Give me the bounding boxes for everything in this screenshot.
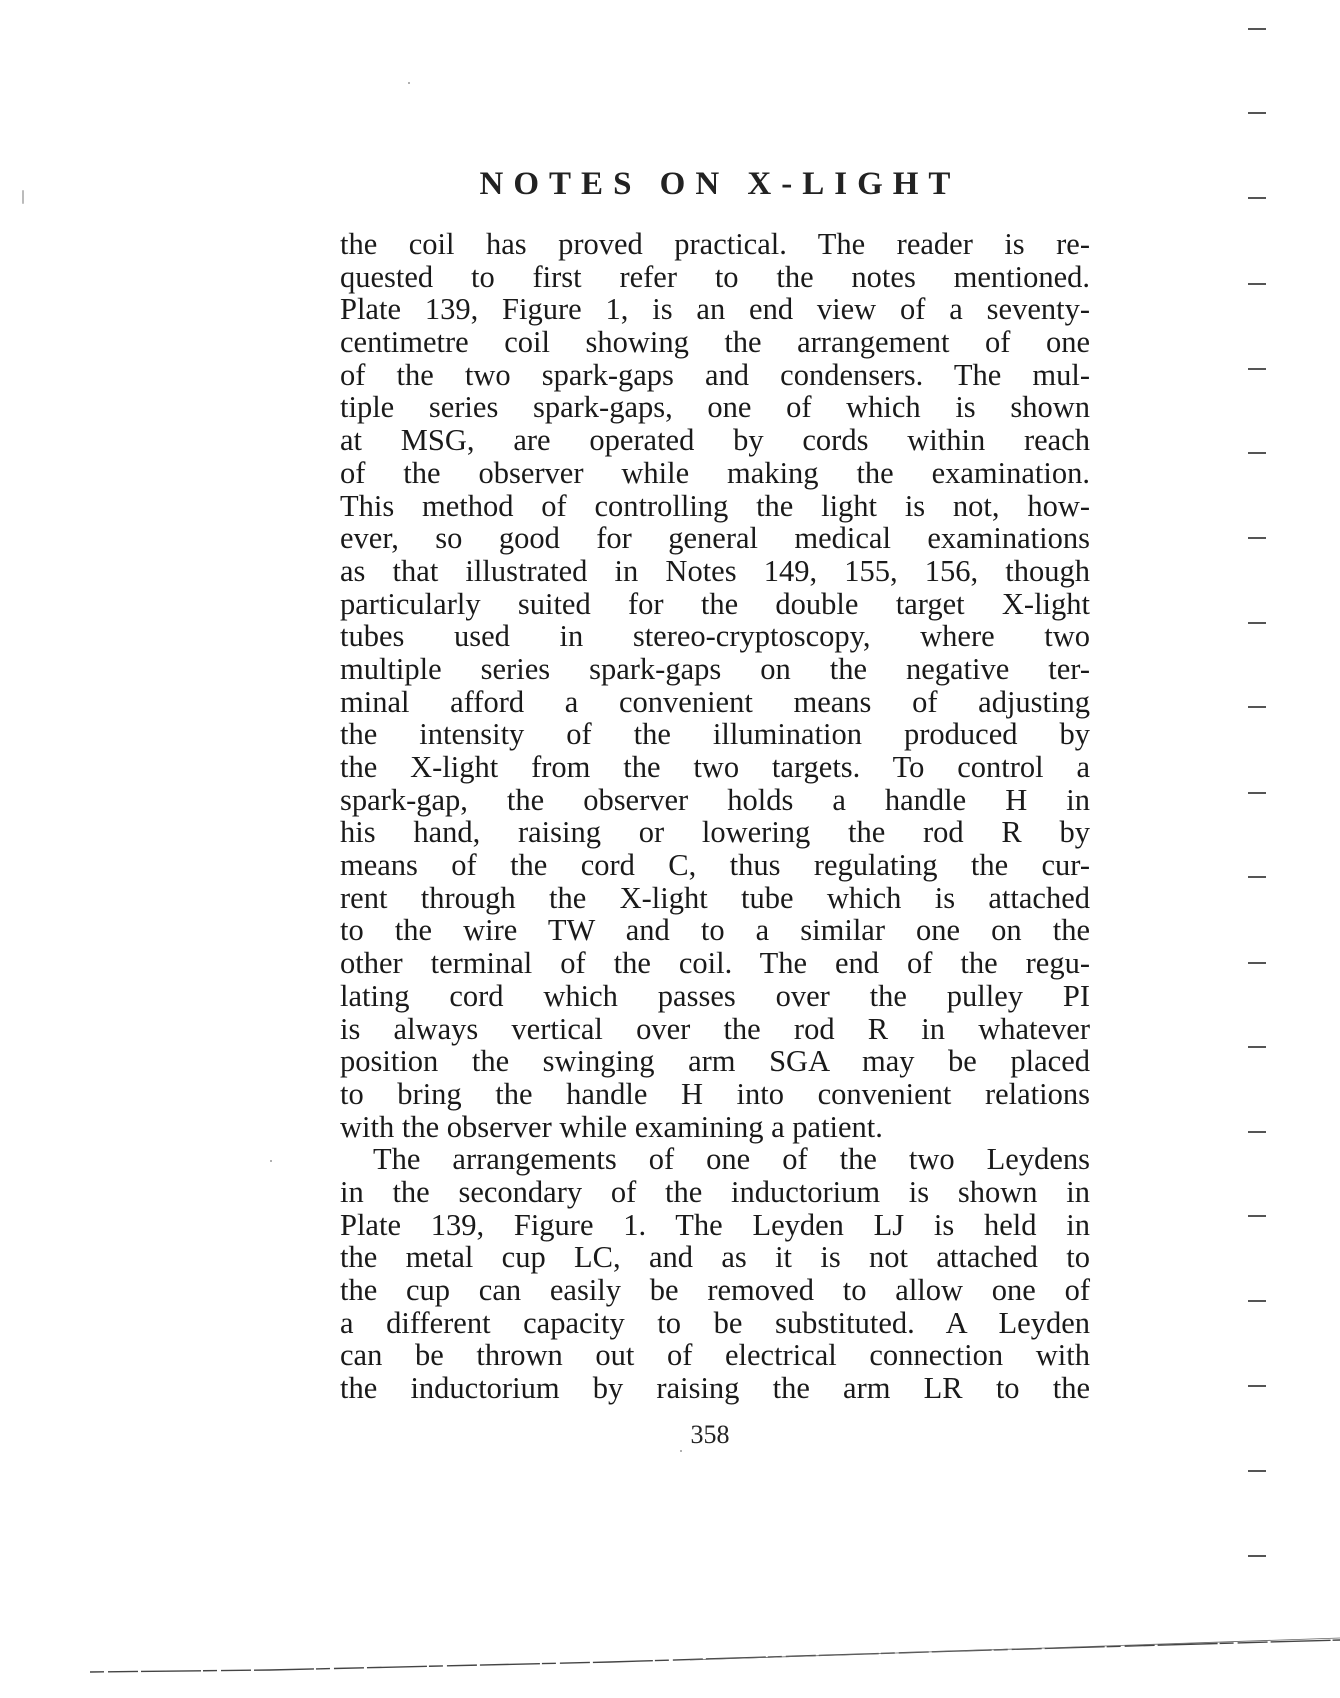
tick-mark bbox=[1248, 283, 1266, 285]
tick-mark bbox=[1248, 197, 1266, 199]
tick-mark bbox=[1248, 1555, 1266, 1557]
text-line: position the swinging arm SGA may be placed bbox=[340, 1044, 1090, 1079]
bottom-scan-edge bbox=[90, 1630, 1340, 1690]
text-line: the metal cup LC, and as it is not attached to bbox=[340, 1240, 1090, 1275]
tick-mark bbox=[1248, 537, 1266, 539]
text-line: the cup can easily be removed to allow one of bbox=[340, 1273, 1090, 1307]
text-line: at MSG, are operated by cords within reach bbox=[340, 423, 1090, 458]
text-line: means of the cord C, thus regulating the cur- bbox=[340, 848, 1090, 883]
tick-mark bbox=[1248, 1385, 1266, 1387]
text-line: of the two spark-gaps and condensers. The mul- bbox=[340, 357, 1090, 392]
tick-mark bbox=[1248, 368, 1266, 370]
scan-speck bbox=[270, 1160, 272, 1162]
text-line: rent through the X-light tube which is attached bbox=[340, 880, 1090, 915]
text-line: spark-gap, the observer holds a handle H in bbox=[340, 782, 1090, 817]
text-line: the inductorium by raising the arm LR to the bbox=[340, 1371, 1090, 1406]
text-line: particularly suited for the double target X-light bbox=[340, 586, 1090, 621]
text-line: is always vertical over the rod R in whatever bbox=[340, 1011, 1090, 1046]
margin-tick-marks bbox=[1240, 0, 1280, 1698]
text-line: the coil has proved practical. The reader is re- bbox=[340, 227, 1090, 261]
tick-mark bbox=[1248, 112, 1266, 114]
tick-mark bbox=[1248, 1470, 1266, 1472]
tick-mark bbox=[1248, 1046, 1266, 1048]
text-line: a different capacity to be substituted. A Leyden bbox=[340, 1305, 1090, 1340]
text-line: minal afford a convenient means of adjusting bbox=[340, 684, 1090, 719]
text-line: Plate 139, Figure 1. The Leyden LJ is held in bbox=[340, 1207, 1090, 1242]
text-line: of the observer while making the examination. bbox=[340, 455, 1090, 490]
text-line: This method of controlling the light is not, how- bbox=[340, 488, 1090, 523]
text-line: other terminal of the coil. The end of the regu- bbox=[340, 946, 1090, 981]
scan-speck bbox=[680, 1450, 682, 1452]
text-line: lating cord which passes over the pulley PI bbox=[340, 978, 1090, 1013]
tick-mark bbox=[1248, 876, 1266, 878]
text-line: tiple series spark-gaps, one of which is shown bbox=[340, 390, 1090, 425]
scan-speck bbox=[22, 190, 24, 204]
tick-mark bbox=[1248, 1300, 1266, 1302]
paragraph-first-line: The arrangements of one of the two Leydens bbox=[373, 1142, 1090, 1177]
text-line: Plate 139, Figure 1, is an end view of a seventy- bbox=[340, 292, 1090, 327]
text-line: centimetre coil showing the arrangement of one bbox=[340, 325, 1090, 360]
tick-mark bbox=[1248, 706, 1266, 708]
text-line: as that illustrated in Notes 149, 155, 156, though bbox=[340, 553, 1090, 588]
text-line: can be thrown out of electrical connection with bbox=[340, 1338, 1090, 1373]
text-line: with the observer while examining a patient. bbox=[340, 1109, 883, 1144]
text-line: ever, so good for general medical examinations bbox=[340, 521, 1090, 556]
tick-mark bbox=[1248, 792, 1266, 794]
text-line: to bring the handle H into convenient relations bbox=[340, 1076, 1090, 1111]
body-text bbox=[340, 228, 1090, 1405]
text-line: his hand, raising or lowering the rod R by bbox=[340, 815, 1090, 850]
text-line: multiple series spark-gaps on the negative ter- bbox=[340, 651, 1090, 686]
text-line: the X-light from the two targets. To control a bbox=[340, 750, 1090, 784]
text-line: the intensity of the illumination produced by bbox=[340, 717, 1090, 752]
text-line: in the secondary of the inductorium is shown in bbox=[340, 1174, 1090, 1209]
tick-mark bbox=[1248, 1215, 1266, 1217]
tick-mark bbox=[1248, 962, 1266, 964]
tick-mark bbox=[1248, 622, 1266, 624]
running-head: NOTES ON X-LIGHT bbox=[479, 166, 961, 202]
scan-speck bbox=[408, 82, 410, 84]
text-line: tubes used in stereo-cryptoscopy, where two bbox=[340, 619, 1090, 654]
text-line: quested to first refer to the notes mentioned. bbox=[340, 259, 1090, 294]
text-line: to the wire TW and to a similar one on the bbox=[340, 913, 1090, 948]
tick-mark bbox=[1248, 28, 1266, 30]
tick-mark bbox=[1248, 452, 1266, 454]
page-number: 358 bbox=[690, 1420, 730, 1449]
tick-mark bbox=[1248, 1131, 1266, 1133]
